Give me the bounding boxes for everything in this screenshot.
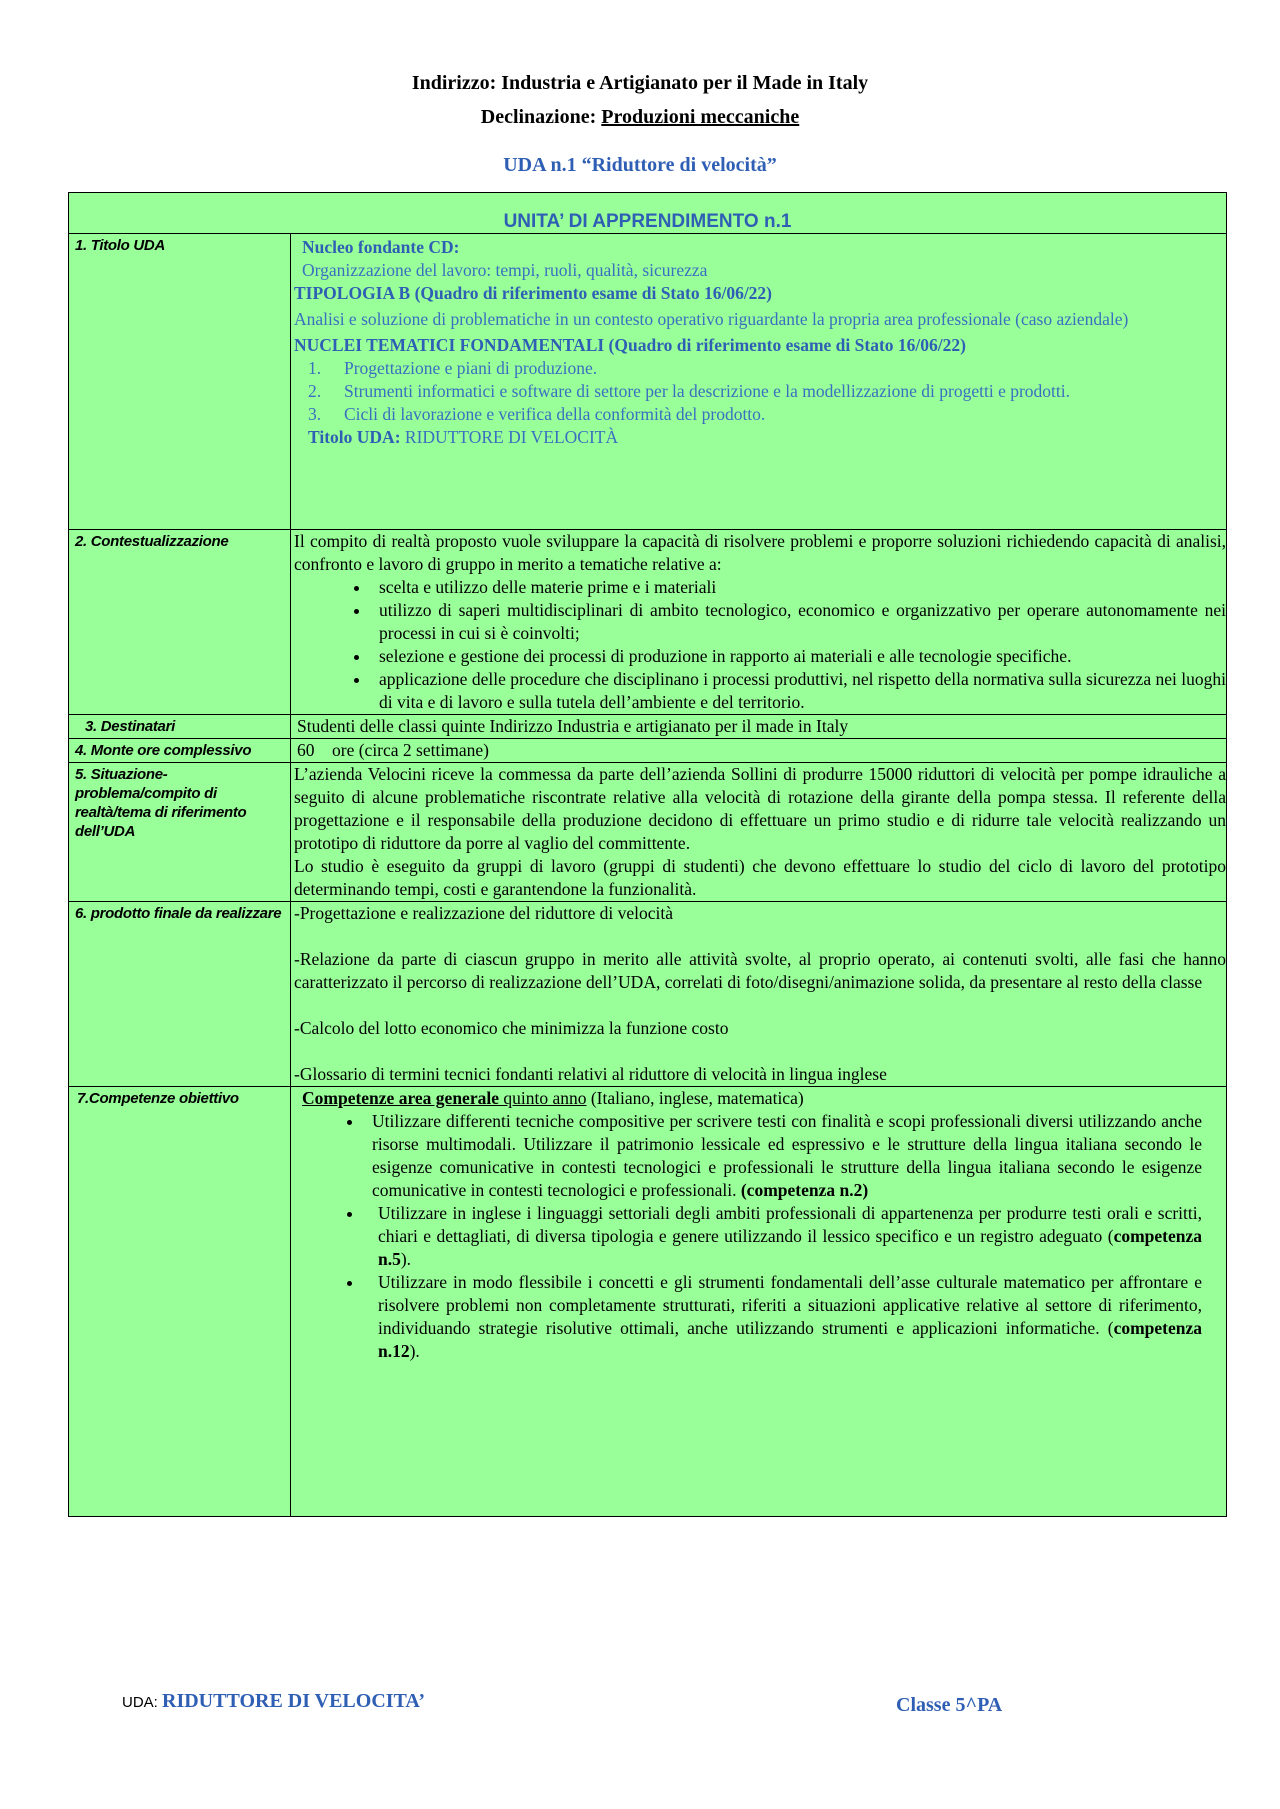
nuclei-list: [294, 357, 1226, 426]
competenze-head-under: quinto anno: [498, 1088, 587, 1108]
list-item: 2. Strumenti informatici e software di settore per la descrizione e la modellizzazione di progetti e prodotti.: [308, 381, 1070, 401]
list-item: • Utilizzare in inglese i linguaggi settoriali degli ambiti professionali di appartenenza per produrre testi orali e scritti, chiari e dettagliati, di diversa tipologia e genere utilizzando il lessico specifico e un registro adeguato (competenza n.5).: [364, 1202, 1202, 1271]
list-item: 1. Progettazione e piani di produzione.: [308, 358, 598, 378]
uda-title: UDA n.1 “Riduttore di velocità”: [503, 154, 777, 176]
tipologia-text: Analisi e soluzione di problematiche in un contesto operativo riguardante la propria area professionale (caso aziendale): [294, 309, 1129, 329]
header-indirizzo: Indirizzo: Industria e Artigianato per il Made in Italy: [411, 72, 869, 94]
footer-uda-prefix: UDA:: [122, 1694, 163, 1711]
list-item: • Utilizzare differenti tecniche compositive per scrivere testi con finalità e scopi professionali diversi utilizzando anche risorse multimodali. Utilizzare il patrimonio lessicale ed espressivo e le strutture della lingua italiana secondo le esigenze comunicative in contesti tecnologici e professionali le strutture della lingua italiana secondo le esigenze comunicative in contesti tecnologici e professionali. (competenza n.2): [364, 1110, 1202, 1202]
titolo-uda-line: [294, 426, 1226, 449]
declinazione-prefix: Declinazione:: [480, 106, 602, 128]
nuclei-title: NUCLEI TEMATICI FONDAMENTALI (Quadro di riferimento esame di Stato 16/06/22): [294, 335, 966, 355]
footer-uda: [122, 1690, 425, 1713]
list-item: • selezione e gestione dei processi di produzione in rapporto ai materiali e alle tecnologie specifiche.: [371, 645, 1226, 668]
competenze-head-bold: Competenze area generale: [302, 1088, 499, 1108]
table-title-row: [69, 193, 1227, 234]
row-label: 6. prodotto finale da realizzare: [69, 902, 291, 1087]
row-content: [291, 530, 1227, 715]
declinazione-value: Produzioni meccaniche: [601, 106, 800, 128]
row-titolo-uda: [69, 234, 1227, 530]
list-item: 3. Cicli di lavorazione e verifica della conformità del prodotto.: [308, 404, 766, 424]
uda-table: [68, 192, 1227, 1517]
row-destinatari: [69, 715, 1227, 739]
titolo-uda-value: RIDUTTORE DI VELOCITÀ: [400, 427, 619, 447]
row-label: 3. Destinatari: [69, 715, 291, 739]
row-contestualizzazione: [69, 530, 1227, 715]
list-item: • scelta e utilizzo delle materie prime e i materiali: [371, 576, 1226, 599]
row-label: 7.Competenze obiettivo: [69, 1087, 291, 1517]
header-declinazione: [0, 106, 1280, 129]
row-label: 2. Contestualizzazione: [69, 530, 291, 715]
row-monte-ore: [69, 739, 1227, 763]
list-item: • applicazione delle procedure che disciplinano i processi produttivi, nel rispetto della normativa sulla sicurezza nei luoghi di vita e di lavoro e sulla tutela dell’ambiente e del territorio.: [371, 668, 1226, 714]
contest-bullets: [294, 576, 1226, 714]
competenze-head-rest: (Italiano, inglese, matematica): [586, 1088, 804, 1108]
situazione-p1: L’azienda Velocini riceve la commessa da parte dell’azienda Sollini di produrre 15000 riduttori di velocità per pompe idrauliche a seguito di alcune problematiche riscontrate relative alla velocità di rotazione della girante della pompa stessa. Il referente della progettazione e il responsabile della produzione decidono di effettuare un primo studio e di ridurre tale velocità realizzando un prototipo di riduttore da porre al vaglio del committente.: [294, 764, 1227, 853]
row-label: 5. Situazione-problema/compito di realtà/tema di riferimento dell’UDA: [69, 763, 291, 902]
row-content: [291, 763, 1227, 902]
nucleo-title: Nucleo fondante CD:: [302, 237, 460, 257]
prodotto-item: -Relazione da parte di ciascun gruppo in merito alle attività svolte, al proprio operato, ai contenuti svolti, alle fasi che hanno caratterizzato il percorso di realizzazione dell’UDA, correlati di foto/disegni/animazione solida, da presentare al resto della classe: [294, 949, 1227, 992]
contest-intro: Il compito di realtà proposto vuole sviluppare la capacità di risolvere problemi e proporre soluzioni richiedendo capacità di analisi, confronto e lavoro di gruppo in merito a tematiche relative a:: [294, 531, 1227, 574]
nucleo-text: Organizzazione del lavoro: tempi, ruoli, qualità, sicurezza: [302, 260, 708, 280]
row-content: [291, 234, 1227, 530]
tipologia-title: TIPOLOGIA B (Quadro di riferimento esame di Stato 16/06/22): [294, 283, 773, 303]
competenze-bullets: [294, 1110, 1202, 1363]
row-content: [291, 902, 1227, 1087]
row-content: [291, 1087, 1227, 1517]
row-label: 4. Monte ore complessivo: [69, 739, 291, 763]
row-content: Studenti delle classi quinte Indirizzo Industria e artigianato per il made in Italy: [291, 715, 1227, 739]
prodotto-item: -Calcolo del lotto economico che minimizza la funzione costo: [294, 1018, 729, 1038]
situazione-p2: Lo studio è eseguito da gruppi di lavoro (gruppi di studenti) che devono effettuare lo studio del ciclo di lavoro del prototipo determinando tempi, costi e garantendone la funzionalità.: [294, 856, 1227, 899]
prodotto-item: -Progettazione e realizzazione del riduttore di velocità: [294, 903, 673, 923]
row-situazione-problema: [69, 763, 1227, 902]
list-item: • utilizzo di saperi multidisciplinari di ambito tecnologico, economico e organizzativo per operare autonomamente nei processi in cui si è coinvolti;: [371, 599, 1226, 645]
row-prodotto-finale: [69, 902, 1227, 1087]
prodotto-item: -Glossario di termini tecnici fondanti relativi al riduttore di velocità in lingua inglese: [294, 1064, 887, 1084]
row-competenze: [69, 1087, 1227, 1517]
row-label: 1. Titolo UDA: [69, 234, 291, 530]
footer-uda-value: RIDUTTORE DI VELOCITA’: [162, 1690, 426, 1712]
footer-classe: Classe 5^PA: [896, 1694, 1003, 1716]
row-content: 60 ore (circa 2 settimane): [291, 739, 1227, 763]
titolo-uda-label: Titolo UDA:: [308, 427, 401, 447]
list-item: • Utilizzare in modo flessibile i concetti e gli strumenti fondamentali dell’asse culturale matematico per affrontare e risolvere problemi non completamente strutturati, riferiti a situazioni applicative relative al settore di riferimento, individuando strategie risolutive ottimali, anche utilizzando strumenti e applicazioni informatiche. (competenza n.12).: [364, 1271, 1202, 1363]
table-title: UNITA’ DI APPRENDIMENTO n.1: [69, 193, 1227, 234]
competenze-head: [294, 1087, 1202, 1110]
